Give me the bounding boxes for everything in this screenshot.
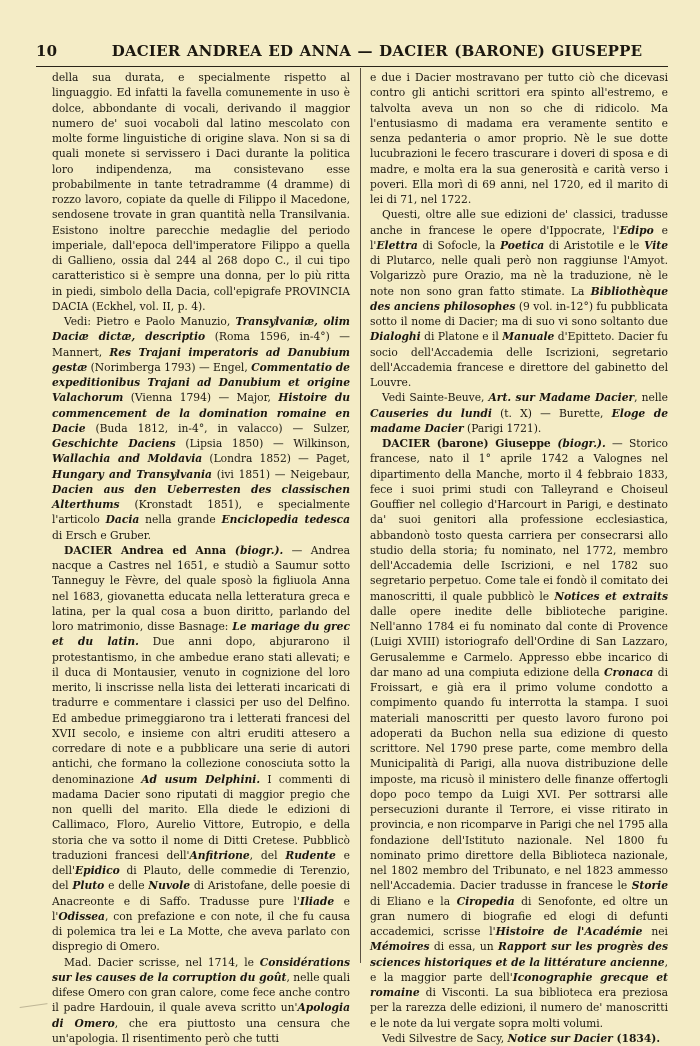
page-header [36, 42, 668, 60]
dacier-continuation-paragraph: e due i Dacier mostravano per tutto ciò che dicevasi contro gli antichi scrittori era spinto all'estremo, e talvolta aveva un non so che di ridicolo. Ma l'entusiasmo di madama era veramente sentito e senza pedanteria o amor proprio. Nè le sue dotte lucubrazioni le fecero trascurare i doveri di sposa e di madre, e molta era la sua generosità e carità verso i poveri. Ella morì di 69 anni, nel 1720, ed il marito di lei di 71, nel 1722. [370, 70, 668, 207]
dacier-giuseppe-entry: DACIER (barone) Giuseppe (biogr.). — Storico francese, nato il 1° aprile 1742 a Valognes nel dipartimento della Manche, morto il 4 febbraio 1833, fece i suoi primi studi con Talleyrand e Choiseul Gouffier nel collegio d'Harcourt in Parigi, e destinato da' suoi genitori alla professione ecclesiastica, abbandonò tosto questa carriera per consecrarsi allo studio della storia; fu nominato, nel 1772, membro dell'Accademia delle Iscrizioni, e nel 1782 suo segretario perpetuo. Come tale ei fondò il comitato dei manoscritti, il quale pubblicò le Notices et extraits dalle opere inedite delle biblioteche parigine. Nell'anno 1784 ei fu nominato dal conte di Provence (Luigi XVIII) istoriografo dell'Ordine di San Lazzaro, Gerusalemme e Carmelo. Appresso ebbe incarico di dar mano ad una compiuta edizione della Cronaca di Froissart, e già era il primo volume condotto a compimento quando fu interrotta la stampa. I suoi materiali manoscritti per questo lavoro furono poi adoperati da Buchon nella sua edizione di questo scrittore. Nel 1790 prese parte, come membro della Municipalità di Parigi, alla nuova distribuzione delle imposte, ma ricusò il ministero delle finanze offertogli dopo poco tempo da Luigi XVI. Per sottrarsi alle persecuzioni durante il Terrore, ei visse ritirato in provincia, e non ricomparve in Parigi che nel 1795 alla fondazione dell'Istituto nazionale. Nel 1800 fu nominato primo direttore della Biblioteca nazionale, nel 1802 membro del Tribunato, e nel 1823 ammesso nell'Accademia. Dacier tradusse in francese le Storie di Eliano e la Ciropedia di Senofonte, ed oltre un gran numero di biografie ed elogi di defunti accademici, scrisse l'Histoire de l'Académie nei Mémoires di essa, un Rapport sur les progrès des sciences historiques et de la littérature ancienne, e la maggior parte dell'Iconographie grecque et romaine di Visconti. La sua biblioteca era preziosa per la rarezza delle edizioni, il numero de' manoscritti e le note da lui vergate sopra molti volumi. [370, 436, 668, 1031]
dacia-bibliography-paragraph: Vedi: Pietro e Paolo Manuzio, Transylvaniæ, olim Daciæ dictæ, descriptio (Roma 1596, in-4°) — Mannert, Res Trajani imperatoris ad Danubium gestæ (Norimberga 1793) — Engel, Commentatio de expeditionibus Trajani ad Danubium et origine Valachorum (Vienna 1794) — Major, Histoire du commencement de la domination romaine en Dacie (Buda 1812, in-4°, in valacco) — Sulzer, Geschichte Daciens (Lipsia 1850) — Wilkinson, Wallachia and Moldavia (Londra 1852) — Paget, Hungary and Transylvania (ivi 1851) — Neigebaur, Dacien aus den Ueberresten des classischen Alterthums (Kronstadt 1851), e specialmente l'articolo Dacia nella grande Enciclopedia tedesca di Ersch e Gruber. [52, 314, 350, 543]
giuseppe-bibliography-paragraph: Vedi Silvestre de Sacy, Notice sur Dacier (1834). [370, 1031, 668, 1046]
madame-dacier-paragraph: Mad. Dacier scrisse, nel 1714, le Considérations sur les causes de la corruption du goût, nelle quali difese Omero con gran calore, come fece anche contro il padre Hardouin, il quale aveva scritto un'Apologia di Omero, che era piuttosto una censura che un'apologia. Il risentimento però che tutti [52, 955, 350, 1046]
dacier-bibliography-paragraph: Vedi Sainte-Beuve, Art. sur Madame Dacier, nelle Causeries du lundi (t. X) — Burette, Eloge de madame Dacier (Parigi 1721). [370, 390, 668, 436]
dacier-andrea-anna-entry: DACIER Andrea ed Anna (biogr.). — Andrea nacque a Castres nel 1651, e studiò a Saumur sotto Tanneguy le Fèvre, del quale sposò la figliuola Anna nel 1683, giovanetta educata nella letteratura greca e latina, per la qual cosa a buon diritto, parlando del loro matrimonio, disse Basnage: Le mariage du grec et du latin. Due anni dopo, abjurarono il protestantismo, in che ambedue erano stati allevati; e il duca di Montausier, venuto in cognizione del loro merito, li inscrisse nella lista dei letterati incaricati di tradurre e commentare i classici per uso del Delfino. Ed ambedue primeggiarono tra i letterati francesi del XVII secolo, e insieme con altri eruditi attesero a corredare di note e a pubblicare una serie di autori antichi, che formano la collezione conosciuta sotto la denominazione Ad usum Delphini. I commenti di madama Dacier sono riputati di maggior pregio che non quelli del marito. Ella diede le edizioni di Callimaco, Floro, Aurelio Vittore, Eutropio, e della storia che va sotto il nome di Ditti Cretese. Pubblicò traduzioni francesi dell'Anfitrione, del Rudente e dell'Epidico di Plauto, delle commedie di Terenzio, del Pluto e delle Nuvole di Aristofane, delle poesie di Anacreonte e di Saffo. Tradusse pure l'Iliade e l'Odissea, con prefazione e con note, il che fu causa di polemica tra lei e La Motte, che aveva parlato con dispregio di Omero. [52, 543, 350, 955]
dacia-conclusion-paragraph: della sua durata, e specialmente rispetto al linguaggio. Ed infatti la favella comunemente in uso è dolce, abbondante di vocali, derivando il maggior numero de' suoi vocaboli dal latino mescolato con molte forme linguistiche di origine slava. Non si sa di quali monete si servissero i Daci durante la politica loro indipendenza, ma consistevano esse probabilmente in tante tetradramme (4 dramme) di rozzo lavoro, copiate da quelle di Filippo il Macedone, sendosene trovate in gran quantità nella Transilvania. Esistono inoltre parecchie medaglie del periodo imperiale, dall'epoca dell'imperatore Filippo a quella di Gallieno, ossia dal 244 al 268 dopo C., il cui tipo caratteristico si è sempre una donna, per lo più ritta in piedi, simbolo della Dacia, coll'epigrafe PROVINCIA DACIA (Eckhel, vol. II, p. 4). [52, 70, 350, 314]
entry-heading: DACIER Andrea ed Anna [64, 544, 226, 557]
running-title: DACIER ANDREA ED ANNA — DACIER (BARONE) GIUSEPPE [86, 42, 668, 60]
entry-heading: DACIER (barone) Giuseppe [382, 437, 551, 450]
column-divider [360, 68, 361, 963]
andrea-works-paragraph: Questi, oltre alle sue edizioni de' classici, tradusse anche in francese le opere d'Ippocrate, l'Edipo e l'Elettra di Sofocle, la Poetica di Aristotile e le Vite di Plutarco, nelle quali però non raggiunse l'Amyot. Volgarizzò pure Orazio, ma nè la traduzione, nè le note non sono gran fatto stimate. La Bibliothèque des anciens philosophes (9 vol. in-12°) fu pubblicata sotto il nome di Dacier; ma di suo vi sono soltanto due Dialoghi di Platone e il Manuale d'Epitteto. Dacier fu socio dell'Accademia delle Iscrizioni, segretario dell'Accademia francese e direttore del gabinetto del Louvre. [370, 207, 668, 390]
left-column [52, 70, 350, 1046]
page-number: 10 [36, 42, 86, 60]
page-smudge-mark [20, 1003, 49, 1014]
right-column [370, 70, 668, 1046]
header-rule [36, 66, 668, 67]
